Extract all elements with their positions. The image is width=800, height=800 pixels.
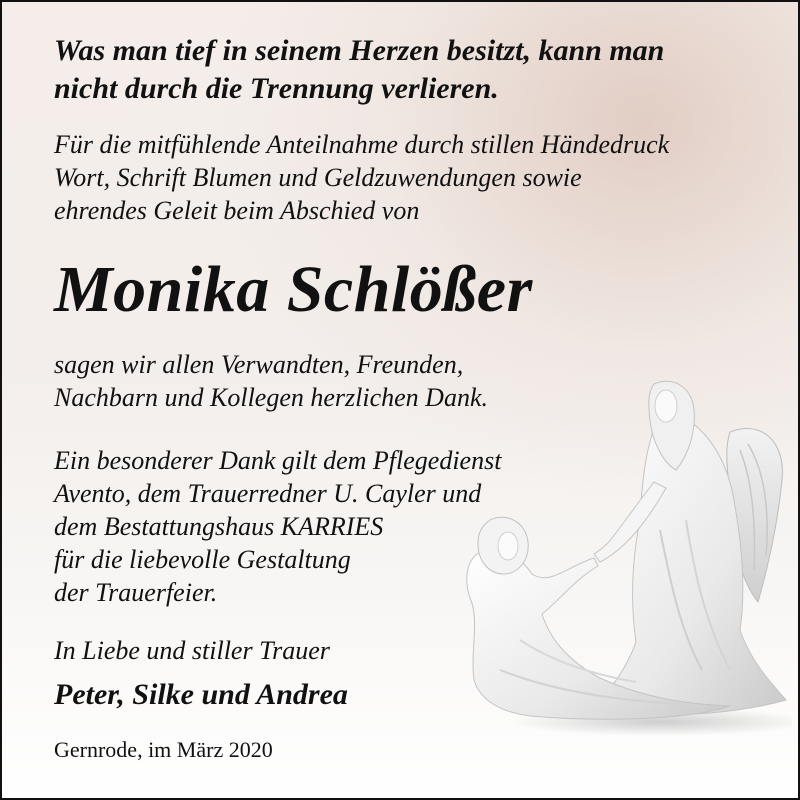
- intro-line: Für die mitfühlende Anteilnahme durch stillen Händedruck: [54, 130, 670, 159]
- special-thanks-text: [54, 444, 501, 609]
- thanks-line: sagen wir allen Verwandten, Freunden,: [54, 350, 464, 379]
- closing-text: In Liebe und stiller Trauer: [54, 636, 330, 665]
- intro-line: Wort, Schrift Blumen und Geldzuwendungen sowie: [54, 163, 582, 192]
- motto-line: Was man tief in seinem Herzen besitzt, kann man: [54, 34, 665, 67]
- special-thanks-line: für die liebevolle Gestaltung: [54, 545, 351, 574]
- thanks-text: [54, 348, 488, 414]
- special-thanks-line: dem Bestattungshaus KARRIES: [54, 512, 384, 541]
- family-names: Peter, Silke und Andrea: [54, 678, 348, 711]
- motto: [54, 32, 664, 108]
- special-thanks-line: der Trauerfeier.: [54, 578, 218, 607]
- thanks-line: Nachbarn und Kollegen herzlichen Dank.: [54, 383, 488, 412]
- place-date: Gernrode, im März 2020: [54, 737, 273, 762]
- special-thanks-line: Avento, dem Trauerredner U. Cayler und: [54, 479, 482, 508]
- deceased-name: Monika Schlößer: [54, 253, 533, 326]
- motto-line: nicht durch die Trennung verlieren.: [54, 72, 499, 105]
- angel-figurine-icon: [440, 370, 792, 738]
- intro-text: [54, 128, 669, 227]
- intro-line: ehrendes Geleit beim Abschied von: [54, 196, 420, 225]
- special-thanks-line: Ein besonderer Dank gilt dem Pflegedienst: [54, 446, 502, 475]
